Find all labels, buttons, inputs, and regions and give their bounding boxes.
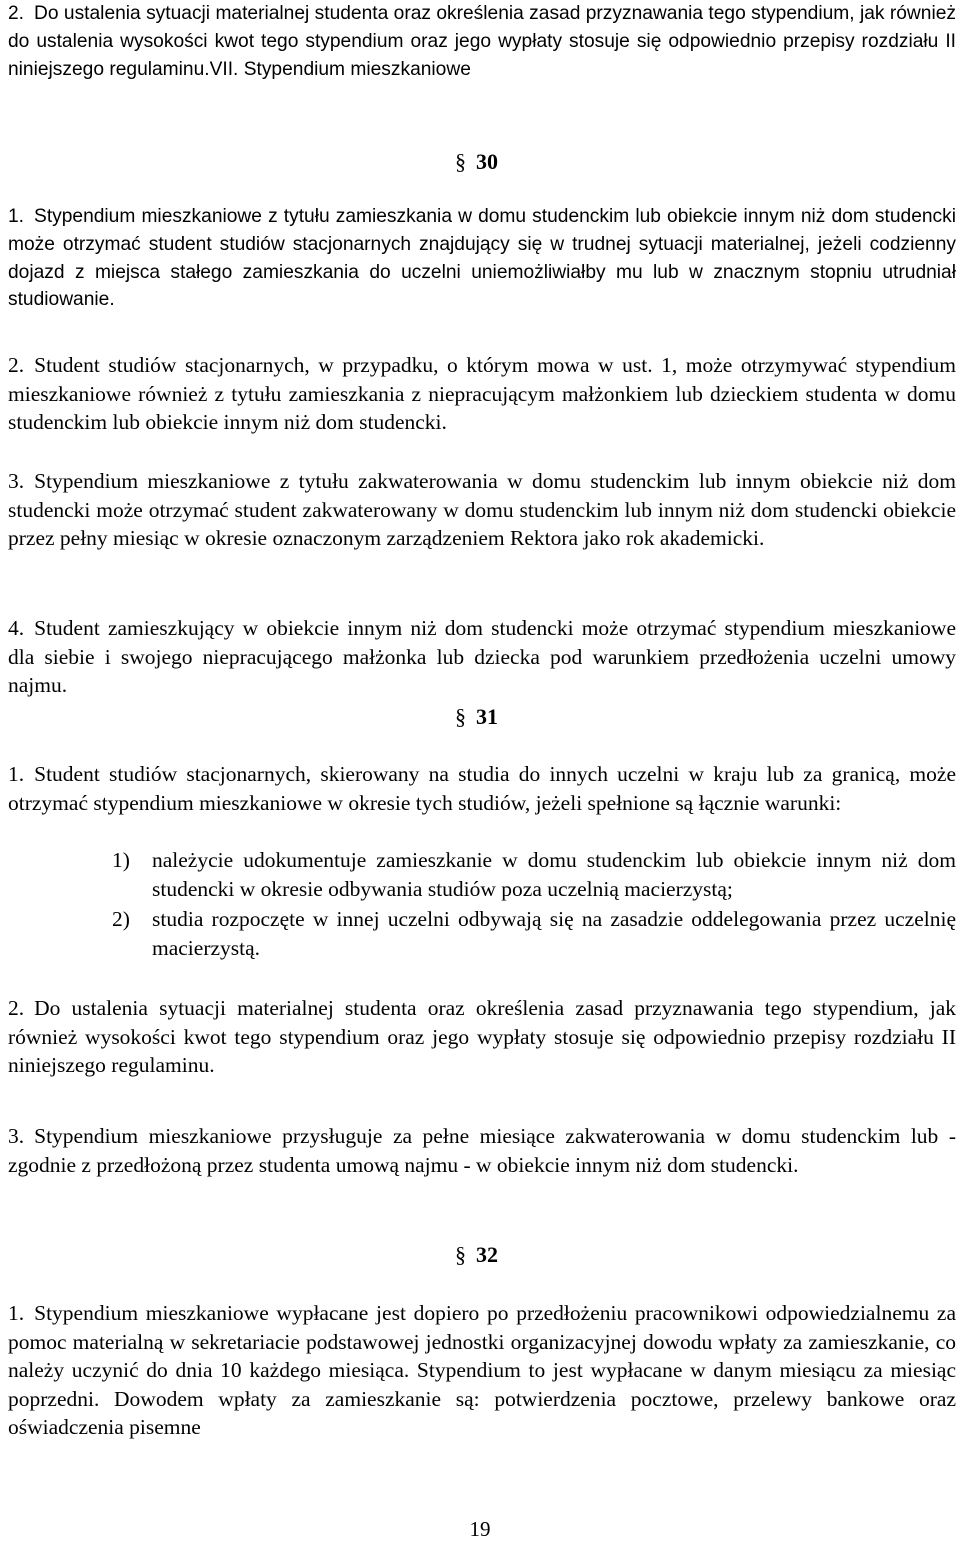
paragraph-label: 2. (8, 3, 25, 24)
condition-text: studia rozpoczęte w innej uczelni odbywają się na zasadzie oddelegowania przez uczelnię macierzystą. (152, 907, 956, 960)
paragraph-text: Do ustalenia sytuacji materialnej studenta oraz określenia zasad przyznawania tego stypendium, jak również do ustalenia wysokości kwot tego stypendium oraz jego wypłaty stosuje się odpowiednio przepisy rozdziału II niniejszego regulaminu.VII. Stypendium mieszkaniowe (8, 3, 956, 80)
paragraph-label: 1. (8, 206, 25, 227)
section-number: 30 (476, 149, 498, 174)
section-symbol: § (455, 1242, 466, 1267)
paragraph-text: Do ustalenia sytuacji materialnej studenta oraz określenia zasad przyznawania tego stypendium, jak również wysokości kwot tego stypendium oraz jego wypłaty stosuje się odpowiednio przepisy rozdziału II niniejszego regulaminu. (8, 996, 956, 1078)
paragraph-30-2 (8, 351, 956, 437)
condition-label: 1) (112, 848, 130, 872)
paragraph-text: Stypendium mieszkaniowe przysługuje za pełne miesiące zakwaterowania w domu studenckim lub - zgodnie z przedłożoną przez studenta umową najmu - w obiekcie innym niż dom studencki. (8, 1124, 956, 1177)
paragraph-30-1 (8, 203, 956, 314)
paragraph-label: 1. (8, 762, 25, 786)
paragraph-label: 1. (8, 1301, 25, 1325)
paragraph-31-1 (8, 760, 956, 817)
section-symbol: § (455, 704, 466, 729)
paragraph-32-1 (8, 1299, 956, 1442)
paragraph-label: 3. (8, 1124, 25, 1148)
paragraph-label: 2. (8, 353, 25, 377)
paragraph-31-2 (8, 994, 956, 1080)
section-number: 31 (476, 704, 498, 729)
paragraph-31-3 (8, 1122, 956, 1179)
section-heading-32 (455, 1241, 498, 1269)
section-number: 32 (476, 1242, 498, 1267)
page-number: 19 (469, 1517, 491, 1541)
paragraph-label: 2. (8, 996, 25, 1020)
paragraph-text: Student studiów stacjonarnych, skierowany na studia do innych uczelni w kraju lub za granicą, może otrzymać stypendium mieszkaniowe w okresie tych studiów, jeżeli spełnione są łącznie warunki: (8, 762, 956, 815)
paragraph-2-top (8, 0, 956, 83)
paragraph-text: Student zamieszkujący w obiekcie innym niż dom studencki może otrzymać stypendium mieszkaniowe dla siebie i swojego niepracującego małżonka lub dziecka pod warunkiem przedłożenia uczelni umowy najmu. (8, 616, 956, 698)
section-heading-30 (455, 148, 498, 176)
condition-label: 2) (112, 907, 130, 931)
paragraph-30-4 (8, 614, 956, 700)
condition-text: należycie udokumentuje zamieszkanie w domu studenckim lub obiekcie innym niż dom studencki w okresie odbywania studiów poza uczelnią macierzystą; (152, 848, 956, 901)
section-heading-31 (455, 703, 498, 731)
condition-item-1 (112, 846, 956, 903)
paragraph-label: 3. (8, 469, 25, 493)
paragraph-text: Stypendium mieszkaniowe z tytułu zakwaterowania w domu studenckim lub innym obiekcie niż dom studencki może otrzymać student zakwaterowany w domu studenckim lub innym niż dom studencki obiekcie przez pełny miesiąc w okresie oznaczonym zarządzeniem Rektora jako rok akademicki. (8, 469, 956, 551)
paragraph-text: Stypendium mieszkaniowe wypłacane jest dopiero po przedłożeniu pracownikowi odpowiedzialnemu za pomoc materialną w sekretariacie podstawowej jednostki organizacyjnej dowodu wpłaty za zamieszkanie, co należy uczynić do dnia 10 każdego miesiąca. Stypendium to jest wypłacane w danym miesiącu za miesiąc poprzedni. Dowodem wpłaty za zamieszkanie są: potwierdzenia pocztowe, przelewy bankowe oraz oświadczenia pisemne (8, 1301, 956, 1440)
section-symbol: § (455, 149, 466, 174)
paragraph-label: 4. (8, 616, 25, 640)
paragraph-text: Student studiów stacjonarnych, w przypadku, o którym mowa w ust. 1, może otrzymywać stypendium mieszkaniowe również z tytułu zamieszkania z niepracującym małżonkiem lub dzieckiem studenta w domu studenckim lub obiekcie innym niż dom studencki. (8, 353, 956, 435)
condition-item-2 (112, 905, 956, 962)
paragraph-text: Stypendium mieszkaniowe z tytułu zamieszkania w domu studenckim lub obiekcie innym niż dom studencki może otrzymać student studiów stacjonarnych znajdujący się w trudnej sytuacji materialnej, jeżeli codzienny dojazd z miejsca stałego zamieszkania do uczelni uniemożliwiałby mu lub w znacznym stopniu utrudniał studiowanie. (8, 206, 956, 311)
paragraph-30-3 (8, 467, 956, 553)
